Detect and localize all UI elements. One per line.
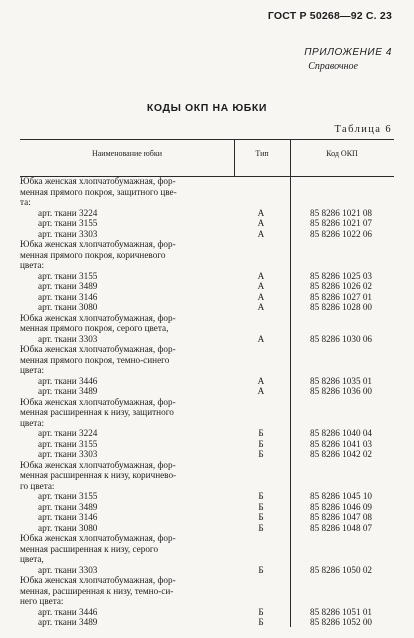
table-row — [20, 344, 394, 355]
row-name: арт. ткани 3146 — [38, 291, 98, 302]
row-type: А — [257, 386, 265, 396]
row-name: цвета: — [20, 260, 45, 270]
row-type: Б — [258, 522, 264, 533]
row-type: Б — [258, 564, 264, 575]
row-name: та: — [20, 197, 31, 207]
row-code: 85 8286 1028 00 — [310, 302, 373, 312]
row-code: 85 8286 1030 06 — [310, 333, 373, 344]
row-code: 85 8286 1052 00 — [310, 617, 373, 627]
table-row — [20, 617, 394, 628]
row-code: 85 8286 1021 08 — [310, 207, 373, 218]
row-type: А — [257, 207, 265, 218]
header-name: Наименование юбки — [91, 149, 163, 158]
table-row — [20, 271, 394, 282]
row-name: арт. ткани 3224 — [38, 428, 98, 438]
row-name: арт. ткани 3155 — [38, 438, 98, 449]
row-name: менная прямого покроя, темно-синего — [20, 354, 170, 365]
row-name: арт. ткани 3146 — [38, 512, 98, 522]
row-code: 85 8286 1040 04 — [310, 428, 373, 438]
row-type: Б — [258, 491, 264, 501]
row-type: А — [257, 228, 265, 239]
row-name: менная, расширенная к низу, темно-си- — [20, 585, 174, 596]
row-name: менная прямого покроя, коричневого — [20, 249, 166, 260]
row-name: менная прямого покроя, защитного цве- — [20, 186, 177, 197]
table-row — [20, 376, 394, 387]
row-type: А — [257, 302, 265, 312]
row-code: 85 8286 1036 00 — [310, 386, 373, 396]
row-type: А — [257, 218, 265, 228]
row-name: арт. ткани 3303 — [38, 564, 98, 575]
row-name: Юбка женская хлопчатобумажная, фор- — [20, 239, 176, 249]
row-name: Юбка женская хлопчатобумажная, фор- — [20, 312, 176, 323]
appendix-note: Справочное — [308, 61, 358, 72]
table-row — [20, 607, 394, 618]
table-row — [20, 218, 394, 229]
table-row — [20, 197, 394, 208]
row-type: А — [257, 270, 265, 281]
row-code: 85 8286 1025 03 — [310, 270, 373, 281]
row-name: него цвета: — [20, 596, 64, 606]
row-code: 85 8286 1035 01 — [310, 375, 373, 386]
row-name: менная расширенная к низу, коричнево- — [20, 470, 177, 480]
row-name: арт. ткани 3446 — [38, 606, 98, 617]
table-row — [20, 575, 394, 586]
row-name: арт. ткани 3489 — [38, 501, 98, 512]
table-row — [20, 187, 394, 198]
table-row — [20, 208, 394, 219]
row-type: Б — [258, 428, 264, 438]
row-name: Юбка женская хлопчатобумажная, фор- — [20, 575, 176, 585]
table-row — [20, 302, 394, 313]
table-row — [20, 250, 394, 261]
table-row — [20, 596, 394, 607]
table-row — [20, 533, 394, 544]
table-row — [20, 470, 394, 481]
row-type: Б — [258, 438, 264, 449]
table-row — [20, 176, 394, 187]
row-code: 85 8286 1045 10 — [310, 491, 373, 501]
table-row — [20, 334, 394, 345]
table-row — [20, 586, 394, 597]
okp-codes-table — [20, 139, 394, 627]
table-row — [20, 323, 394, 334]
table-row — [20, 481, 394, 492]
row-name: менная прямого покроя, серого цвета, — [20, 323, 169, 333]
table-row — [20, 428, 394, 439]
row-name: Юбка женская хлопчатобумажная, фор- — [20, 176, 176, 186]
row-name: цвета, — [20, 554, 44, 564]
table-row — [20, 491, 394, 502]
table-row — [20, 439, 394, 450]
row-name: го цвета: — [20, 480, 55, 491]
table-row — [20, 460, 394, 471]
table-row — [20, 523, 394, 534]
table-row — [20, 365, 394, 376]
row-code: 85 8286 1048 07 — [310, 522, 373, 533]
table-body — [20, 176, 394, 628]
row-type: А — [257, 291, 265, 302]
row-code: 85 8286 1026 02 — [310, 281, 373, 291]
row-name: арт. ткани 3303 — [38, 333, 98, 344]
row-name: менная расширенная к низу, серого — [20, 543, 159, 554]
row-type: Б — [258, 512, 264, 522]
row-code: 85 8286 1050 02 — [310, 564, 373, 575]
page-header-standard: ГОСТ Р 50268—92 С. 23 — [267, 10, 392, 22]
table-row — [20, 292, 394, 303]
row-code: 85 8286 1042 02 — [310, 449, 373, 459]
row-code: 85 8286 1021 07 — [310, 218, 373, 228]
table-row — [20, 565, 394, 576]
row-name: Юбка женская хлопчатобумажная, фор- — [20, 533, 176, 543]
table-row — [20, 554, 394, 565]
row-code: 85 8286 1047 08 — [310, 512, 373, 522]
row-name: арт. ткани 3080 — [38, 302, 98, 312]
table-row — [20, 313, 394, 324]
row-name: цвета: — [20, 365, 45, 375]
table-row — [20, 418, 394, 429]
row-type: Б — [258, 449, 264, 459]
table-row — [20, 449, 394, 460]
row-name: арт. ткани 3155 — [38, 270, 98, 281]
row-name: арт. ткани 3446 — [38, 375, 98, 386]
table-row — [20, 239, 394, 250]
row-name: Юбка женская хлопчатобумажная, фор- — [20, 344, 176, 354]
row-type: Б — [258, 617, 264, 627]
appendix-title: ПРИЛОЖЕНИЕ 4 — [304, 47, 392, 58]
table-row — [20, 397, 394, 408]
row-name: менная расширенная к низу, защитного — [20, 407, 174, 417]
row-code: 85 8286 1051 01 — [310, 606, 373, 617]
row-name: арт. ткани 3303 — [38, 228, 98, 239]
row-type: Б — [258, 606, 264, 617]
table-row — [20, 229, 394, 240]
row-name: Юбка женская хлопчатобумажная, фор- — [20, 396, 176, 407]
row-name: арт. ткани 3080 — [38, 522, 98, 533]
row-name: арт. ткани 3303 — [38, 449, 98, 459]
header-code: Код ОКП — [326, 149, 358, 158]
row-type: Б — [258, 501, 264, 512]
table-row — [20, 512, 394, 523]
table-row — [20, 386, 394, 397]
row-name: арт. ткани 3489 — [38, 617, 98, 627]
row-name: арт. ткани 3489 — [38, 386, 98, 396]
row-name: арт. ткани 3489 — [38, 281, 98, 291]
row-name: арт. ткани 3224 — [38, 207, 98, 218]
row-type: А — [257, 281, 265, 291]
table-top-rule — [20, 139, 394, 140]
table-row — [20, 502, 394, 513]
table-row — [20, 260, 394, 271]
row-code: 85 8286 1046 09 — [310, 501, 373, 512]
row-type: А — [257, 375, 265, 386]
table-caption: Таблица 6 — [334, 124, 392, 135]
row-code: 85 8286 1027 01 — [310, 291, 373, 302]
row-name: цвета: — [20, 417, 45, 428]
table-row — [20, 281, 394, 292]
table-row — [20, 355, 394, 366]
table-row — [20, 544, 394, 555]
header-type: Тип — [255, 149, 269, 158]
row-code: 85 8286 1041 03 — [310, 438, 373, 449]
table-row — [20, 407, 394, 418]
row-type: А — [257, 333, 265, 344]
row-name: арт. ткани 3155 — [38, 491, 98, 501]
document-title: КОДЫ ОКП НА ЮБКИ — [146, 102, 268, 114]
row-name: арт. ткани 3155 — [38, 218, 98, 228]
row-name: Юбка женская хлопчатобумажная, фор- — [20, 459, 176, 470]
row-code: 85 8286 1022 06 — [310, 228, 373, 239]
